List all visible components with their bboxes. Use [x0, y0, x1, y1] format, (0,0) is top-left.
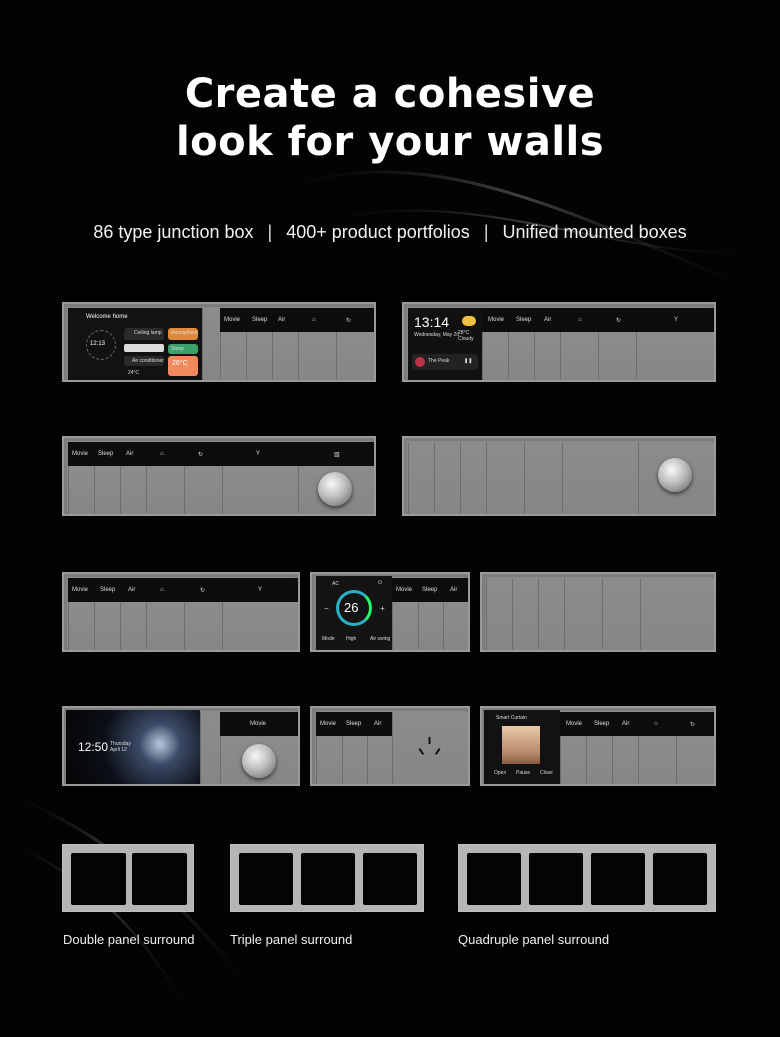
sleep-label: Sleep [516, 317, 532, 323]
frame-opening [529, 853, 583, 905]
ac-label: Air conditioner [132, 358, 164, 364]
ceiling-label: Ceiling lamp [134, 330, 162, 336]
home-icon: ⌂ [578, 317, 582, 323]
cocktail-icon: Y [256, 451, 261, 457]
home-key[interactable] [146, 466, 185, 514]
clock-date: Wednesday, May 20 [414, 332, 460, 338]
sleep-key[interactable] [586, 736, 613, 784]
sleep-label: Sleep [171, 346, 184, 352]
feature-list [0, 222, 780, 243]
temp-value: 26°C [172, 360, 188, 367]
air-label: Air [544, 317, 552, 323]
movie-label: Movie [566, 721, 583, 727]
label-strip [220, 712, 298, 736]
movie-key[interactable] [68, 602, 95, 650]
photo-date: April 12 [110, 747, 127, 753]
sleep-label: Sleep [98, 451, 114, 457]
refresh-key[interactable] [184, 602, 223, 650]
panel-thermostat [310, 572, 470, 652]
plain-key[interactable] [640, 578, 715, 650]
increase-icon[interactable]: + [380, 604, 385, 613]
rotary-knob[interactable] [318, 472, 352, 506]
thermostat-screen [316, 576, 392, 652]
label-strip [316, 712, 392, 736]
movie-label: Movie [396, 587, 413, 593]
plain-key[interactable] [602, 578, 641, 650]
plain-key[interactable] [486, 578, 513, 650]
thermostat-mode: AC [332, 581, 339, 587]
panel-label-keys [62, 572, 300, 652]
sleep-key[interactable] [508, 332, 535, 380]
title-line-2: look for your walls [175, 119, 605, 165]
brightness-bar [124, 344, 164, 352]
movie-key[interactable] [220, 332, 247, 380]
frame-opening [363, 853, 417, 905]
home-icon: ⌂ [654, 721, 658, 727]
movie-label: Movie [320, 721, 337, 727]
air-key[interactable] [272, 332, 299, 380]
label-strip [482, 308, 714, 332]
plain-key[interactable] [486, 442, 525, 514]
rotary-knob[interactable] [242, 744, 276, 778]
home-icon: ⌂ [312, 317, 316, 323]
air-label: Air [278, 317, 286, 323]
home-key[interactable] [146, 602, 185, 650]
double-frame [62, 844, 194, 912]
panel-keys-knob [62, 436, 376, 516]
title-line-1: Create a cohesive [184, 71, 596, 117]
socket-outlet-icon[interactable] [418, 736, 442, 758]
label-strip [68, 442, 374, 466]
cocktail-icon: Y [258, 587, 263, 593]
grille-icon: ▥ [334, 452, 340, 458]
frame-opening [132, 853, 187, 905]
sleep-label: Sleep [252, 317, 268, 323]
air-swing-button[interactable]: Air swing [370, 636, 391, 642]
sleep-key[interactable] [246, 332, 273, 380]
music-widget[interactable] [412, 354, 478, 370]
home-key[interactable] [298, 332, 337, 380]
movie-label: Movie [72, 587, 89, 593]
sleep-label: Sleep [422, 587, 438, 593]
home-icon: ⌂ [160, 451, 164, 457]
blank-key[interactable] [200, 712, 221, 784]
refresh-key[interactable] [184, 466, 223, 514]
air-label: Air [374, 721, 382, 727]
plain-key[interactable] [408, 442, 435, 514]
panel-photo-screen [62, 706, 300, 786]
sleep-label: Sleep [346, 721, 362, 727]
movie-label: Movie [488, 317, 505, 323]
panel-plain-keys-knob [402, 436, 716, 516]
curtain-title: Smart Curtain [496, 715, 527, 721]
curtain-pause-button[interactable]: Pause [516, 770, 531, 776]
sleep-tile [168, 344, 198, 354]
home-screen [68, 308, 202, 380]
feature-item: 400+ product portfolios [286, 222, 470, 242]
feature-separator: | [483, 222, 489, 242]
air-key[interactable] [367, 736, 393, 784]
music-title: The Peak [428, 358, 450, 364]
ceiling-tile [124, 328, 164, 340]
blank-key[interactable] [202, 308, 221, 380]
page-title [0, 70, 780, 166]
atmosphere-label: Atmosphere [171, 330, 198, 336]
air-key[interactable] [612, 736, 639, 784]
ac-tile [124, 356, 164, 366]
caption-quadruple: Quadruple panel surround [458, 932, 610, 947]
air-key[interactable] [120, 466, 147, 514]
refresh-icon: ↻ [198, 452, 204, 458]
fan-high-button[interactable]: High [346, 636, 357, 642]
frame-opening [653, 853, 707, 905]
air-key[interactable] [443, 602, 469, 650]
movie-label: Movie [250, 721, 267, 727]
sleep-key[interactable] [342, 736, 368, 784]
weather-icon [462, 316, 476, 326]
caption-double: Double panel surround [63, 932, 195, 947]
album-art-icon [415, 357, 425, 367]
frame-opening [467, 853, 521, 905]
weather-text: 28°C Cloudy [458, 330, 474, 342]
panel-home-screen [62, 302, 376, 382]
refresh-icon: ↻ [616, 318, 622, 324]
refresh-key[interactable] [676, 736, 715, 784]
label-strip [392, 578, 468, 602]
feature-item: 86 type junction box [93, 222, 254, 242]
plain-key[interactable] [460, 442, 487, 514]
movie-label: Movie [224, 317, 241, 323]
panel-plain-keys [480, 572, 716, 652]
movie-key[interactable] [68, 466, 95, 514]
air-key[interactable] [120, 602, 147, 650]
ac-temp: 24°C [128, 370, 140, 376]
label-strip [68, 578, 298, 602]
feature-item: Unified mounted boxes [502, 222, 687, 242]
curtain-open-button[interactable]: Open [494, 770, 507, 776]
panel-clock-screen [402, 302, 716, 382]
plain-key[interactable] [564, 578, 603, 650]
movie-key[interactable] [560, 736, 587, 784]
plain-key[interactable] [512, 578, 539, 650]
temperature-tile [168, 356, 198, 376]
cocktail-key[interactable] [636, 332, 715, 380]
refresh-icon: ↻ [200, 588, 206, 594]
refresh-key[interactable] [336, 332, 375, 380]
refresh-icon: ↻ [690, 722, 696, 728]
sleep-label: Sleep [100, 587, 116, 593]
clock-screen [408, 308, 482, 380]
sleep-key[interactable] [418, 602, 444, 650]
panel-socket [310, 706, 470, 786]
decrease-icon[interactable]: − [324, 604, 329, 613]
mode-button[interactable]: Mode [322, 636, 335, 642]
sleep-key[interactable] [94, 466, 121, 514]
power-icon[interactable]: ⏻ [378, 580, 382, 586]
photo-day: Thursday [110, 741, 131, 747]
thermostat-value: 26 [344, 600, 359, 615]
rotary-knob[interactable] [658, 458, 692, 492]
frame-opening [301, 853, 355, 905]
air-key[interactable] [534, 332, 561, 380]
cocktail-key[interactable] [222, 602, 299, 650]
refresh-icon: ↻ [346, 318, 352, 324]
movie-label: Movie [72, 451, 89, 457]
photo-time: 12:50 [78, 740, 109, 754]
home-title: Welcome home [86, 314, 128, 320]
cocktail-key[interactable] [222, 466, 299, 514]
air-label: Air [622, 721, 630, 727]
movie-key[interactable] [316, 736, 343, 784]
quadruple-frame [458, 844, 716, 912]
plain-key[interactable] [538, 578, 565, 650]
caption-triple: Triple panel surround [230, 932, 353, 947]
play-pause-icon[interactable]: ❚❚ [464, 358, 473, 364]
triple-frame [230, 844, 424, 912]
home-key[interactable] [560, 332, 599, 380]
air-label: Air [450, 587, 458, 593]
atmosphere-tile [168, 328, 198, 340]
frame-opening [239, 853, 293, 905]
frame-opening [71, 853, 126, 905]
panel-curtain-screen [480, 706, 716, 786]
label-strip [220, 308, 374, 332]
curtain-close-button[interactable]: Close [540, 770, 553, 776]
home-clock: 12:13 [90, 341, 106, 347]
movie-key[interactable] [392, 602, 419, 650]
curtain-preview [502, 726, 540, 764]
movie-key[interactable] [482, 332, 509, 380]
sleep-label: Sleep [594, 721, 610, 727]
clock-time: 13:14 [414, 314, 450, 330]
label-strip [560, 712, 714, 736]
home-icon: ⌂ [160, 587, 164, 593]
feature-separator: | [267, 222, 273, 242]
cocktail-icon: Y [674, 317, 679, 323]
plain-key[interactable] [524, 442, 563, 514]
plain-key[interactable] [434, 442, 461, 514]
air-label: Air [128, 587, 136, 593]
sleep-key[interactable] [94, 602, 121, 650]
photo-screen [66, 710, 200, 786]
air-label: Air [126, 451, 134, 457]
frame-opening [591, 853, 645, 905]
refresh-key[interactable] [598, 332, 637, 380]
plain-key[interactable] [562, 442, 639, 514]
home-key[interactable] [638, 736, 677, 784]
curtain-screen [484, 710, 560, 786]
